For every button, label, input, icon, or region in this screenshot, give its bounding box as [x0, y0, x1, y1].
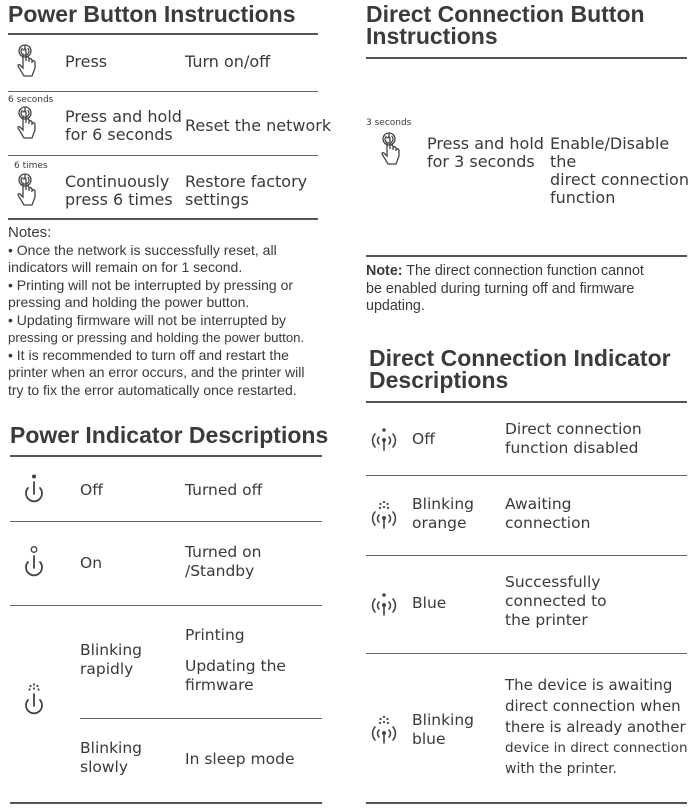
indicator-state: On — [80, 554, 103, 572]
direct-button-action: Press and hold for 3 seconds — [427, 134, 544, 171]
direct-connection-note — [366, 263, 644, 316]
indicator-description: Direct connection function disabled — [505, 420, 642, 457]
indicator-state: Off — [412, 430, 435, 448]
indicator-state: Blinking rapidly — [80, 641, 143, 678]
power-indicator-title: Power Indicator Descriptions — [10, 422, 329, 448]
power-icon — [22, 474, 46, 506]
power-button-result: Reset the network — [185, 116, 332, 135]
indicator-description: Awaiting connection — [505, 495, 591, 532]
divider — [366, 57, 687, 59]
divider — [366, 555, 687, 556]
power-light-blinking-icon — [22, 683, 46, 717]
divider — [366, 401, 687, 403]
notes-line: try to fix the error automatically once restarted. — [8, 381, 297, 398]
finger-press-icon — [14, 42, 42, 82]
note-line: be enabled during turning off and firmware — [366, 280, 635, 297]
direct-connection-blinking-icon — [370, 715, 398, 745]
indicator-state: Blinking orange — [412, 495, 475, 532]
duration-label: 3 seconds — [366, 118, 412, 128]
indicator-description: Updating the firmware — [185, 657, 286, 694]
divider — [80, 718, 322, 719]
indicator-description: Printing — [185, 626, 245, 644]
indicator-state: Blinking slowly — [80, 739, 143, 776]
duration-label: 6 seconds — [8, 95, 54, 105]
direct-button-title: Direct Connection Button Instructions — [366, 1, 645, 49]
notes-line: pressing or pressing and holding the power button. — [8, 330, 305, 345]
divider — [8, 91, 318, 92]
divider — [10, 605, 322, 606]
indicator-description: In sleep mode — [185, 750, 295, 768]
direct-indicator-title: Direct Connection Indicator Descriptions — [369, 345, 671, 393]
indicator-description: Turned off — [185, 481, 263, 499]
notes-line: printer when an error occurs, and the printer will — [8, 364, 305, 380]
direct-connection-icon — [370, 426, 398, 452]
notes-heading: Notes: — [8, 224, 52, 241]
notes-line: pressing and holding the power button. — [8, 294, 250, 310]
divider — [366, 255, 687, 257]
indicator-description: The device is awaiting direct connection when there is already another device in direct connection with the printer. — [505, 676, 688, 777]
notes — [8, 224, 304, 399]
power-button-result: Restore factory settings — [185, 172, 308, 209]
indicator-state: Blue — [412, 594, 447, 612]
power-button-action: Press and hold for 6 seconds — [65, 107, 182, 144]
duration-label: 6 times — [14, 161, 48, 171]
direct-connection-icon — [370, 591, 398, 617]
notes-line: • Once the network is successfully reset, all — [8, 241, 277, 258]
divider — [10, 521, 322, 522]
direct-connection-blinking-icon — [370, 500, 398, 530]
power-button-result: Turn on/off — [185, 52, 271, 71]
divider — [10, 455, 322, 457]
notes-line: • It is recommended to turn off and restart the — [8, 346, 289, 363]
divider — [366, 802, 687, 804]
indicator-state: Off — [80, 481, 103, 499]
note-line: updating. — [366, 298, 425, 314]
power-button-action: Press — [65, 52, 108, 71]
note-line: The direct connection function cannot — [402, 263, 644, 279]
power-button-action: Continuously press 6 times — [65, 172, 173, 209]
indicator-state: Blinking blue — [412, 711, 475, 748]
divider — [366, 653, 687, 654]
power-light-on-icon — [22, 546, 46, 580]
divider — [8, 33, 318, 35]
finger-press-icon — [14, 171, 42, 215]
note-label: Note: — [366, 263, 403, 279]
divider — [8, 155, 318, 156]
divider — [10, 802, 322, 804]
finger-press-icon — [378, 130, 406, 174]
divider — [8, 218, 318, 220]
power-button-title: Power Button Instructions — [8, 1, 296, 27]
divider — [366, 475, 687, 476]
indicator-description: Turned on /Standby — [185, 543, 262, 580]
direct-button-result: Enable/Disable the direct connection function — [550, 134, 689, 207]
notes-line: indicators will remain on for 1 second. — [8, 259, 243, 275]
notes-line: • Updating firmware will not be interrupted by — [8, 311, 287, 328]
indicator-description: Successfully connected to the printer — [505, 573, 607, 629]
notes-line: • Printing will not be interrupted by pressing or — [8, 276, 294, 293]
finger-press-icon — [14, 104, 42, 148]
